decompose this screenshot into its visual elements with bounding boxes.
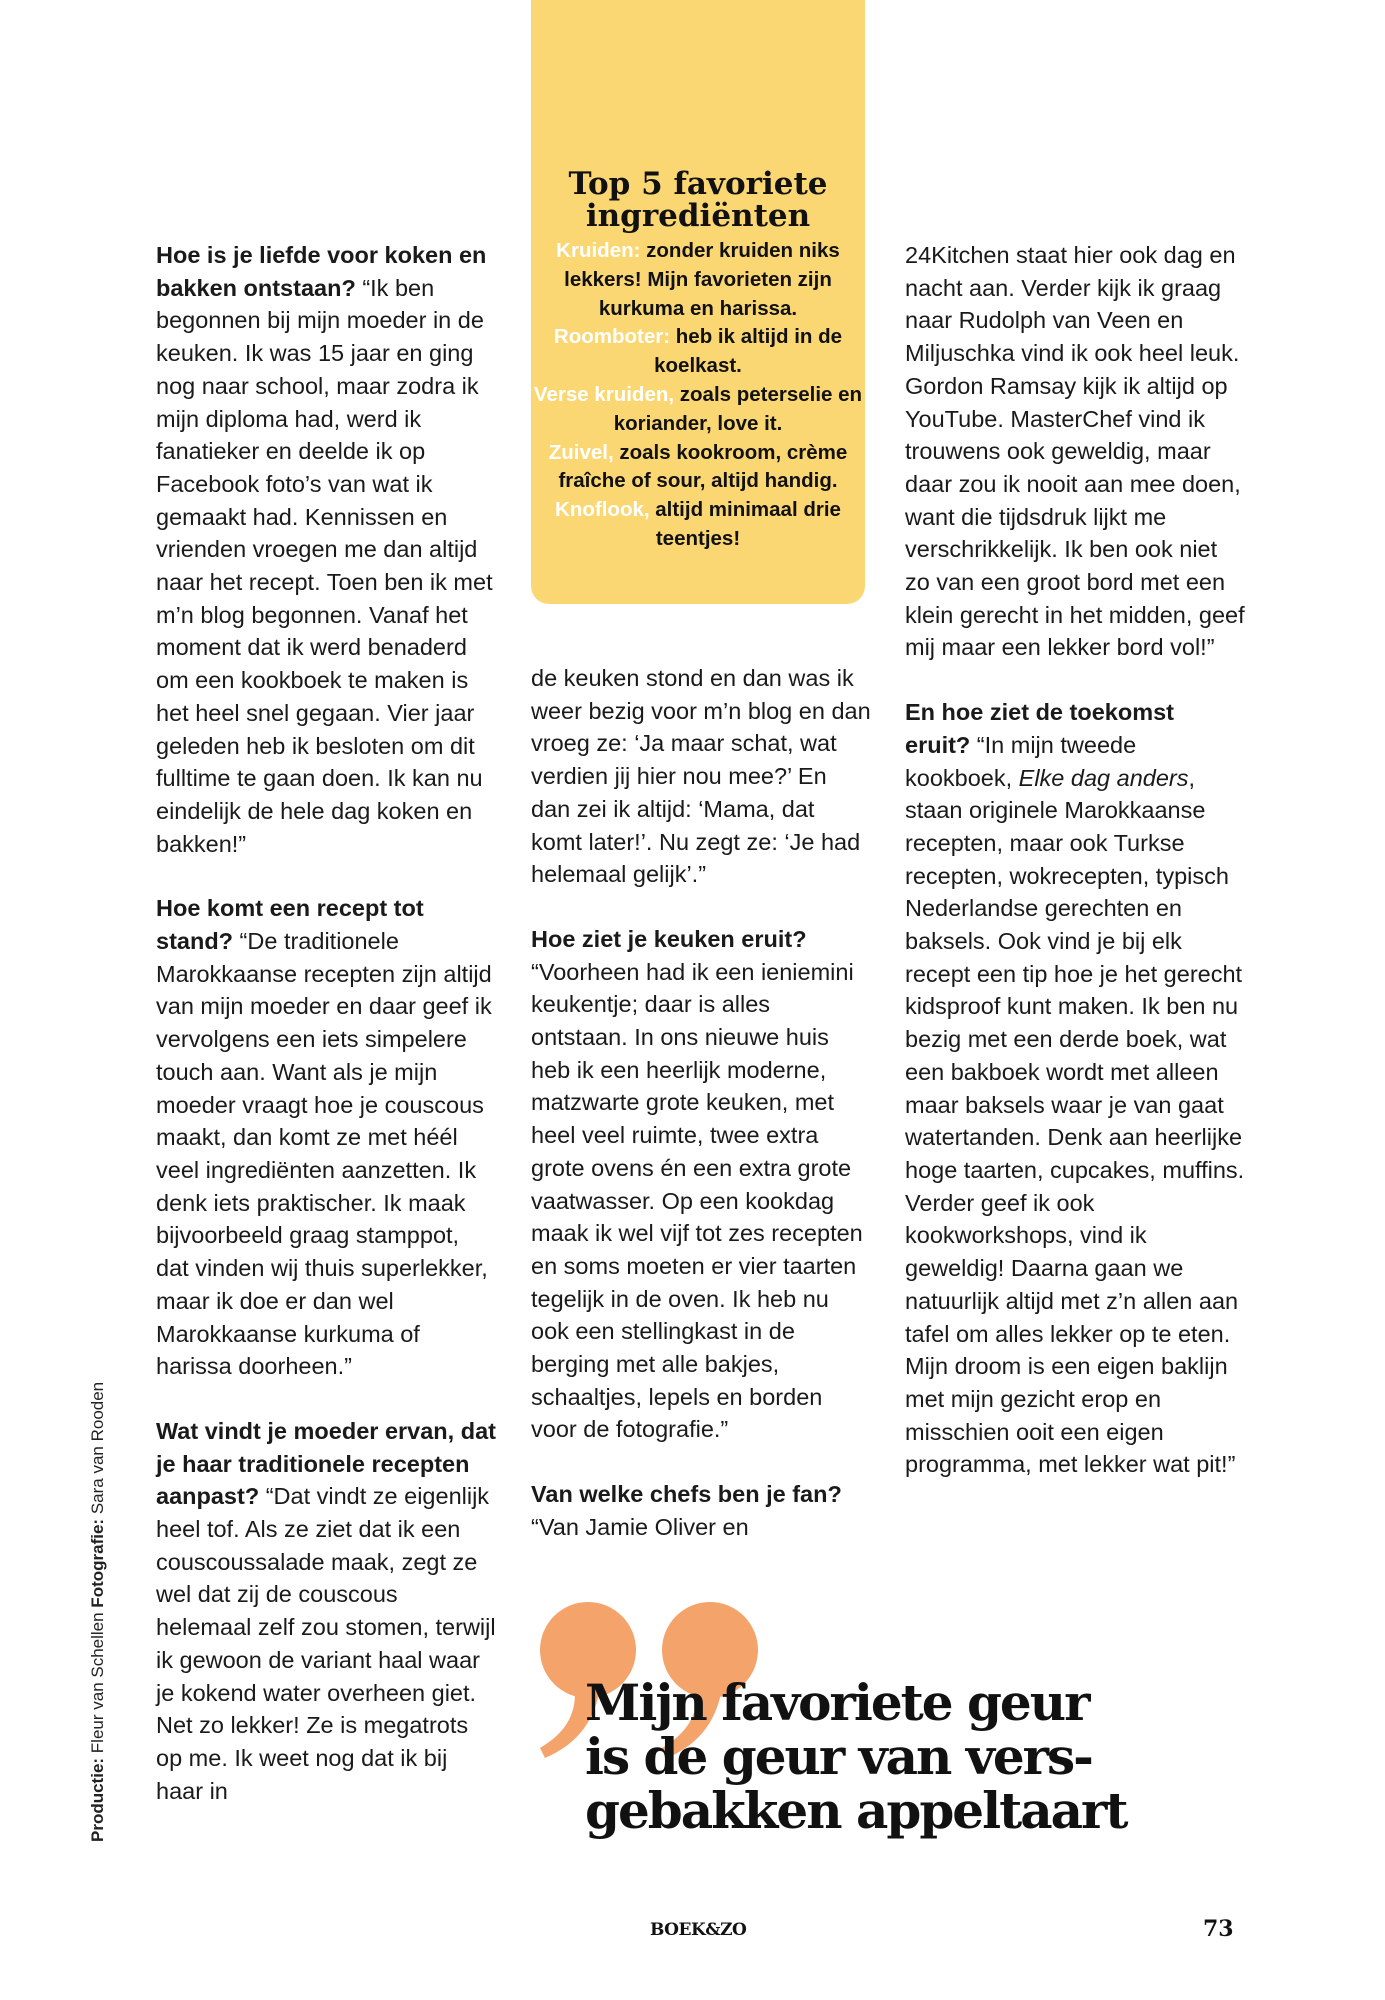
article-column-3 <box>905 239 1245 1513</box>
credit-name: Sara van Rooden <box>88 1381 107 1519</box>
question: Wat vindt je moeder ervan, dat je haar traditionele recepten aanpast? <box>156 1417 496 1510</box>
ingredient-name: Kruiden: <box>556 239 641 262</box>
ingredient-name: Verse kruiden, <box>533 382 675 406</box>
article-column-2 <box>531 662 871 1576</box>
magazine-logo: BOEK&ZO <box>650 1920 747 1940</box>
credit-label: Fotografie: <box>88 1518 107 1608</box>
ingredient-text: altijd minimaal drie teentjes! <box>649 498 841 550</box>
answer: , staan originele Marokkaanse recepten, maar ook Turkse recepten, wokrecepten, typisch Nederlandse gerechten en baksels. Ook vind je bij elk recept een tip hoe je het gerecht kidsproof kunt maken. Ik ben nu bezig met een derde boek, wat een bakboek wordt met alleen maar baksels waar je van gaat watertanden. Denk aan heerlijke hoge taarten, cupcakes, muffins. Verder geef ik ook kookworkshops, vind ik geweldig! Daarna gaan we natuurlijk altijd met z’n allen aan tafel om alles lekker op te eten. Mijn droom is een eigen baklijn met mijn gezicht erop en misschien ooit een eigen programma, met lekker wat pit!” <box>905 764 1245 1478</box>
ingredient-text: heb ik altijd in de koelkast. <box>654 325 843 378</box>
ingredient-text: zonder kruiden niks lekkers! Mijn favorieten zijn kurkuma en harissa. <box>564 239 840 320</box>
answer: “Voorheen had ik een ieniemini keukentje; daar is alles ontstaan. In ons nieuwe huis heb ik een heerlijk moderne, matzwarte grote keuken, met heel veel ruimte, twee extra grote ovens én een extra grote vaatwasser. Op een kookdag maak ik wel vijf tot zes recepten en soms moeten er vier taarten tegelijk in de oven. Ik heb nu ook een stellingkast in de berging met alle bakjes, schaaltjes, lepels en borden voor de fotografie.” <box>531 958 863 1443</box>
answer: de keuken stond en dan was ik weer bezig voor m’n blog en dan vroeg ze: ‘Ja maar schat, wat verdien jij hier nou mee?’ En dan zei ik altijd: ‘Mama, dat komt later!’. Nu zegt ze: ‘Je had helemaal gelijk’.” <box>531 665 871 888</box>
qa-paragraph <box>905 696 1245 1481</box>
ingredient-text: zoals kookroom, crème fraîche of sour, altijd handig. <box>558 440 848 493</box>
qa-paragraph <box>531 923 871 1446</box>
qa-paragraph <box>905 239 1245 664</box>
answer: “Van Jamie Oliver en <box>531 1513 749 1540</box>
ingredients-sidebar <box>531 0 865 604</box>
qa-paragraph <box>156 239 496 860</box>
qa-paragraph <box>156 1415 496 1807</box>
answer: “Ik ben begonnen bij mijn moeder in de keuken. Ik was 15 jaar en ging nog naar school, maar zodra ik mijn diploma had, werd ik fanatieker en deelde ik op Facebook foto’s van wat ik gemaakt had. Kennissen en vrienden vroegen me dan altijd naar het recept. Toen ben ik met m’n blog begonnen. Vanaf het moment dat ik werd benaderd om een kookboek te maken is het heel snel gegaan. Vier jaar geleden heb ik besloten om dit fulltime te gaan doen. Ik kan nu eindelijk de hele dag koken en bakken!” <box>156 274 493 857</box>
pull-quote-line: is de geur van vers- <box>585 1727 1092 1786</box>
question: Hoe is je liefde voor koken en bakken ontstaan? <box>156 242 487 301</box>
credit-label: Productie: <box>88 1757 107 1842</box>
qa-paragraph <box>156 892 496 1383</box>
photo-credit <box>88 1322 108 1842</box>
question: Van welke chefs ben je fan? <box>531 1481 842 1508</box>
book-title: Elke dag anders <box>1018 764 1189 791</box>
sidebar-list <box>531 237 865 554</box>
pull-quote-line: gebakken appeltaart <box>585 1781 1127 1840</box>
answer: 24Kitchen staat hier ook dag en nacht aan. Verder kijk ik graag naar Rudolph van Veen en Miljuschka vind ik ook heel leuk. Gordon Ramsay kijk ik altijd op YouTube. MasterChef vind ik trouwens ook geweldig, maar daar zou ik nooit aan mee doen, want die tijdsdruk lijkt me verschrikkelijk. Ik ben ook niet zo van een groot bord met een klein gerecht in het midden, geef mij maar een lekker bord vol!” <box>905 242 1245 661</box>
qa-paragraph <box>531 1478 871 1543</box>
ingredient-name: Zuivel, <box>548 440 614 464</box>
question: Hoe komt een recept tot stand? <box>156 895 424 955</box>
article-column-1 <box>156 239 496 1839</box>
ingredient-name: Roomboter: <box>553 325 671 349</box>
answer: “Dat vindt ze eigenlijk heel tof. Als ze ziet dat ik een couscoussalade maak, zegt ze wel dat zij de couscous helemaal zelf zou stomen, terwijl ik gewoon de variant haal waar je kokend water overheen giet. Net zo lekker! Ze is megatrots op me. Ik weet nog dat ik bij haar in <box>156 1483 496 1804</box>
question: Hoe ziet je keuken eruit? <box>531 925 807 952</box>
answer: “De traditionele Marokkaanse recepten zijn altijd van mijn moeder en daar geef ik vervolgens een iets simpelere touch aan. Want als je mijn moeder vraagt hoe je couscous maakt, dan komt ze met héél veel ingrediënten aanzetten. Ik denk iets praktischer. Ik maak bijvoorbeeld graag stamppot, dat vinden wij thuis superlekker, maar ik doe er dan wel Marokkaanse kurkuma of harissa doorheen.” <box>156 928 492 1380</box>
ingredient-name: Knoflook, <box>555 498 650 522</box>
qa-paragraph <box>531 662 871 891</box>
pull-quote <box>585 1673 1205 1840</box>
page-number: 73 <box>1203 1916 1234 1942</box>
ingredient-text: zoals peterselie en koriander, love it. <box>613 382 863 435</box>
pull-quote-line: Mijn favoriete geur <box>585 1673 1089 1732</box>
sidebar-title: Top 5 favoriete ingrediënten <box>568 166 828 234</box>
credit-name: Fleur van Schellen <box>88 1607 107 1758</box>
question: En hoe ziet de toekomst eruit? <box>905 699 1174 758</box>
answer: “In mijn tweede kookboek, <box>905 731 1137 791</box>
